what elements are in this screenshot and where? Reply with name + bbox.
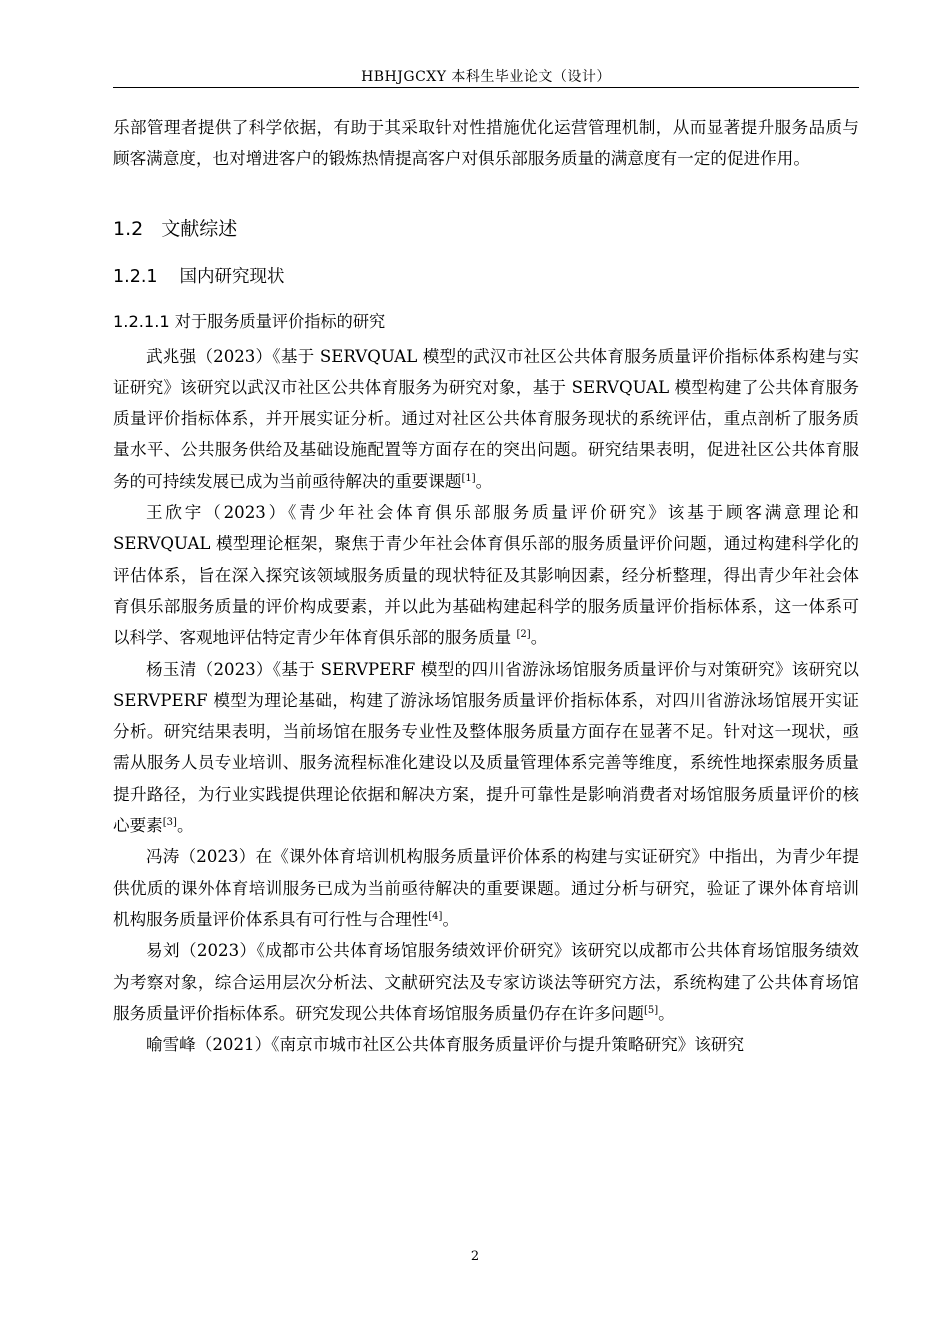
body-paragraph: [113, 841, 859, 935]
page-body: [113, 112, 859, 1060]
page-number: 2: [470, 1249, 480, 1264]
paragraph-text: 喻雪峰（2021）《南京市城市社区公共体育服务质量评价与提升策略研究》该研究: [146, 1035, 745, 1055]
paragraph-text: 冯涛（2023）在《课外体育培训机构服务质量评价体系的构建与实证研究》中指出，为青少年提供优质的课外体育培训服务已成为当前亟待解决的重要课题。通过分析与研究，验证了课外体育培训机构服务质量评价体系具有可行性与合理性: [113, 847, 859, 929]
paragraph-text: 王欣宇（2023）《青少年社会体育俱乐部服务质量评价研究》该基于顾客满意理论和 SERVQUAL 模型理论框架，聚焦于青少年社会体育俱乐部的服务质量评价问题，通过构建科学化的评估体系，旨在深入探究该领域服务质量的现状特征及其影响因素，经分析整理，得出青少年社会体育俱乐部服务质量的评价构成要素，并以此为基础构建起科学的服务质量评价指标体系，这一体系可以科学、客观地评估特定青少年体育俱乐部的服务质量: [113, 503, 859, 648]
body-paragraph: [113, 654, 859, 842]
section-heading-1-2-1-1: 1.2.1.1 对于服务质量评价指标的研究: [113, 311, 386, 331]
section-title: 国内研究现状: [179, 266, 285, 287]
paragraph-text: 武兆强（2023）《基于 SERVQUAL 模型的武汉市社区公共体育服务质量评价指标体系构建与实证研究》该研究以武汉市社区公共体育服务为研究对象，基于 SERVQUAL 模型构建了公共体育服务质量评价指标体系，并开展实证分析。通过对社区公共体育服务现状的系统评估，重点剖析了服务质量水平、公共服务供给及基础设施配置等方面存在的突出问题。研究结果表明，促进社区公共体育服务的可持续发展已成为当前亟待解决的重要课题: [113, 346, 859, 491]
section-heading-1-2: [113, 213, 859, 245]
citation-ref: [3]: [162, 817, 177, 829]
section-number: 1.2: [113, 217, 144, 240]
paragraph-tail: 。: [442, 909, 460, 929]
body-paragraph: [113, 341, 859, 497]
citation-ref: [1]: [461, 472, 476, 484]
body-paragraph: [113, 497, 859, 653]
section-heading-1-2-1: [113, 261, 859, 293]
section-title: 文献综述: [161, 217, 238, 240]
citation-ref: [5]: [644, 1004, 659, 1016]
paragraph-tail: 。: [475, 471, 493, 491]
header-rule: [113, 87, 859, 88]
paragraph-tail: 。: [176, 816, 194, 836]
body-paragraph: [113, 1029, 859, 1060]
paragraph-text: 杨玉清（2023）《基于 SERVPERF 模型的四川省游泳场馆服务质量评价与对策研究》该研究以 SERVPERF 模型为理论基础，构建了游泳场馆服务质量评价指标体系，对四川省游泳场馆展开实证分析。研究结果表明，当前场馆在服务专业性及整体服务质量方面存在显著不足。针对这一现状，亟需从服务人员专业培训、服务流程标准化建设以及质量管理体系完善等维度，系统性地探索服务质量提升路径，为行业实践提供理论依据和解决方案，提升可靠性是影响消费者对场馆服务质量评价的核心要素: [113, 659, 859, 836]
intro-paragraph: 乐部管理者提供了科学依据，有助于其采取针对性措施优化运营管理机制，从而显著提升服务品质与顾客满意度，也对增进客户的锻炼热情提高客户对俱乐部服务质量的满意度有一定的促进作用。: [113, 118, 859, 169]
citation-ref: [4]: [428, 910, 443, 922]
paragraph-text: 易刘（2023）《成都市公共体育场馆服务绩效评价研究》该研究以成都市公共体育场馆服务绩效为考察对象，综合运用层次分析法、文献研究法及专家访谈法等研究方法，系统构建了公共体育场馆服务质量评价指标体系。研究发现公共体育场馆服务质量仍存在许多问题: [113, 941, 859, 1023]
paragraph-tail: 。: [530, 628, 548, 648]
section-number: 1.2.1: [113, 266, 158, 287]
citation-ref: [2]: [516, 629, 531, 641]
running-header: HBHJGCXY 本科生毕业论文（设计）: [361, 69, 611, 85]
paragraph-tail: 。: [658, 1003, 675, 1023]
body-paragraph: [113, 935, 859, 1029]
